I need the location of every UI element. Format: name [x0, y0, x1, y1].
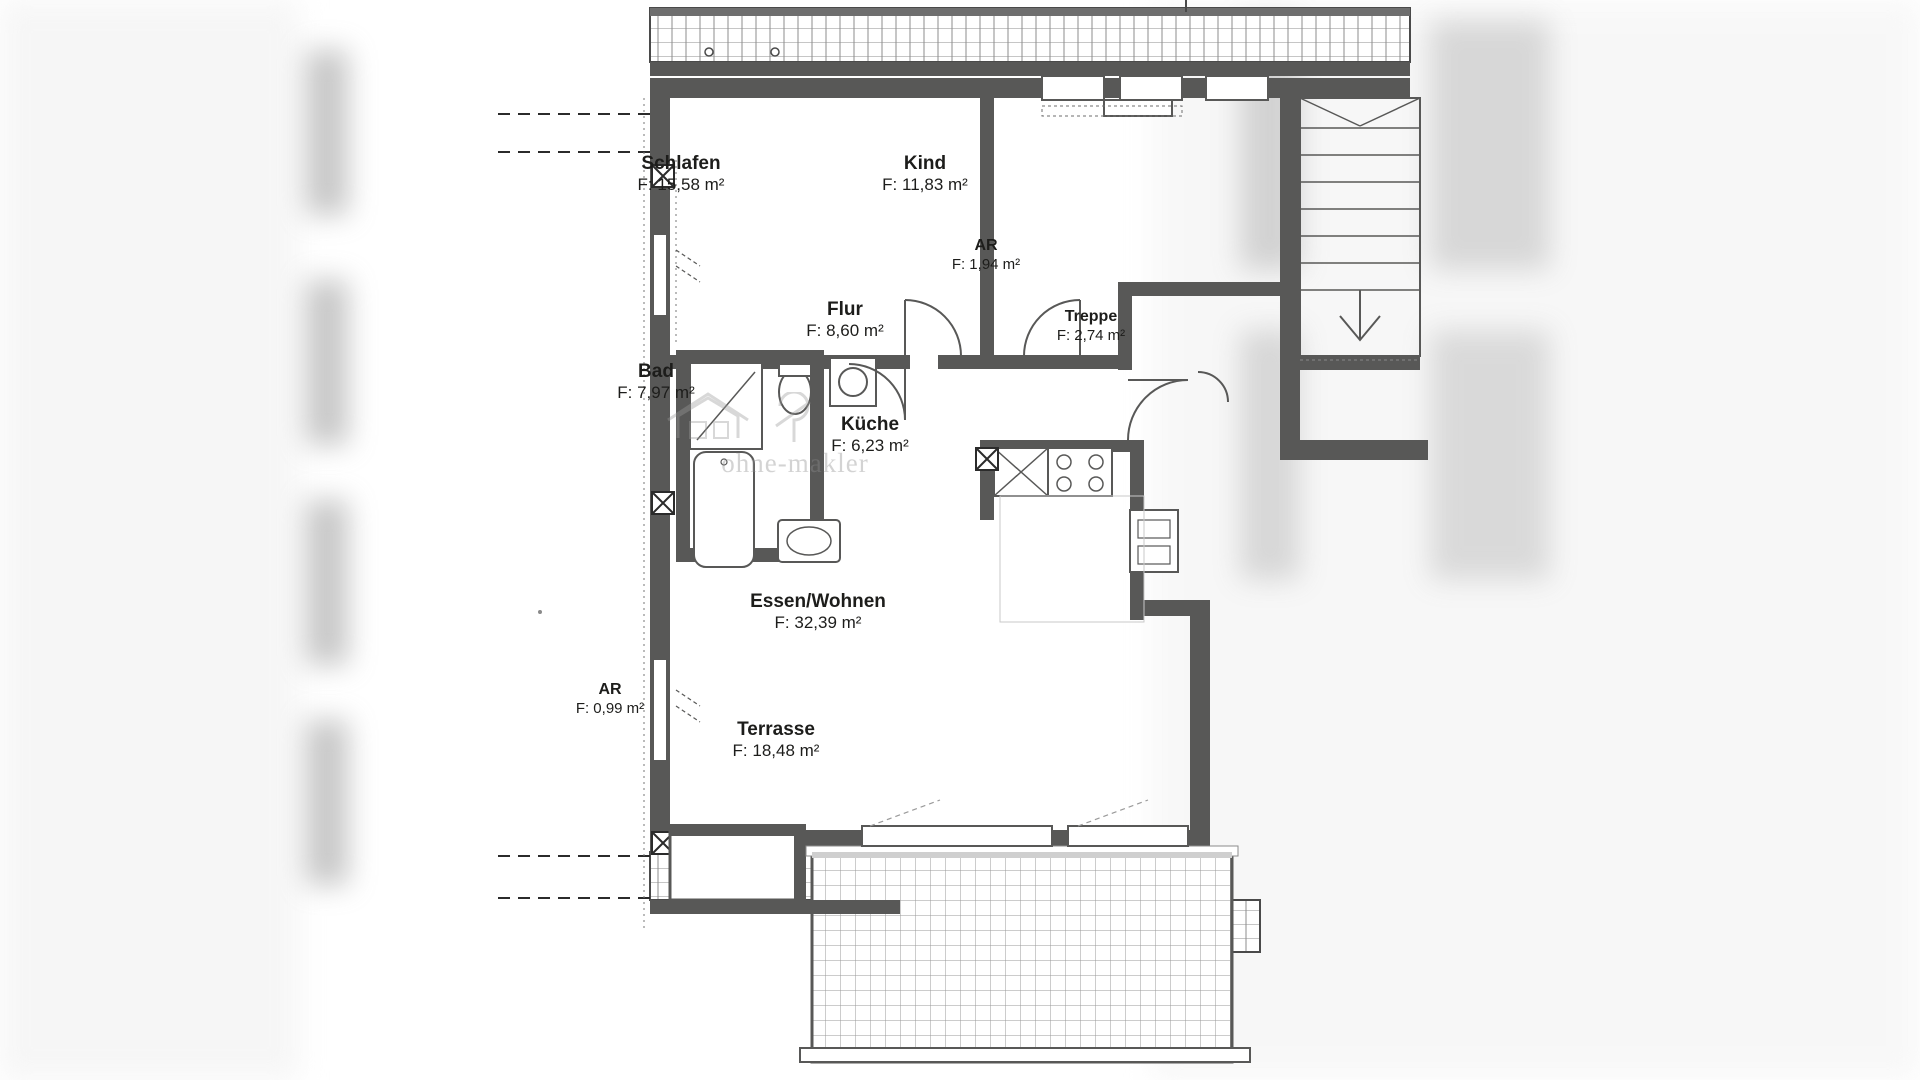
- room-label-essen-wohnen: [688, 590, 948, 634]
- room-area-terrasse: F: 18,48 m²: [732, 741, 820, 761]
- room-label-treppe: [1032, 307, 1150, 345]
- room-label-flur: [760, 298, 930, 342]
- room-name-treppe: Treppe: [1064, 308, 1118, 325]
- room-area-ar-unten: F: 0,99 m²: [575, 699, 645, 717]
- windows-top: [1042, 76, 1268, 116]
- room-name-terrasse: Terrasse: [737, 719, 815, 740]
- room-name-kueche: Küche: [840, 414, 900, 435]
- room-area-flur: F: 8,60 m²: [806, 321, 884, 341]
- room-area-ar-oben: F: 1,94 m²: [951, 255, 1021, 273]
- room-area-essen-wohnen: F: 32,39 m²: [774, 613, 862, 633]
- top-balcony: [650, 0, 1410, 76]
- room-label-terrasse: [686, 718, 866, 762]
- room-name-ar-unten: AR: [598, 681, 622, 698]
- room-area-kind: F: 11,83 m²: [882, 175, 968, 195]
- room-label-ar-unten: [560, 680, 660, 718]
- room-name-bad: Bad: [638, 361, 674, 382]
- room-label-kueche: [790, 413, 950, 457]
- ar-lower-room: [670, 824, 806, 902]
- room-area-kueche: F: 6,23 m²: [831, 436, 909, 456]
- room-label-kind: [840, 152, 1010, 196]
- watermark-text: ohne-makler: [721, 448, 869, 478]
- staircase: [1300, 98, 1420, 370]
- room-name-schlafen: Schlafen: [641, 153, 721, 174]
- room-name-ar-oben: AR: [974, 237, 998, 254]
- kitchen-fixtures: [994, 448, 1178, 622]
- room-name-kind: Kind: [903, 153, 947, 174]
- room-label-schlafen: [596, 152, 766, 196]
- terrace: [800, 800, 1250, 1062]
- room-label-bad: [576, 360, 736, 404]
- room-area-schlafen: F: 15,58 m²: [637, 175, 725, 195]
- room-area-treppe: F: 2,74 m²: [1056, 326, 1126, 344]
- dimension-lines: [498, 114, 650, 898]
- balcony-rail-bottom: [650, 900, 900, 914]
- room-label-ar-oben: [936, 236, 1036, 274]
- room-name-flur: Flur: [827, 299, 863, 320]
- reference-dot: [538, 610, 542, 614]
- room-name-essen-wohnen: Essen/Wohnen: [750, 591, 886, 612]
- room-area-bad: F: 7,97 m²: [617, 383, 695, 403]
